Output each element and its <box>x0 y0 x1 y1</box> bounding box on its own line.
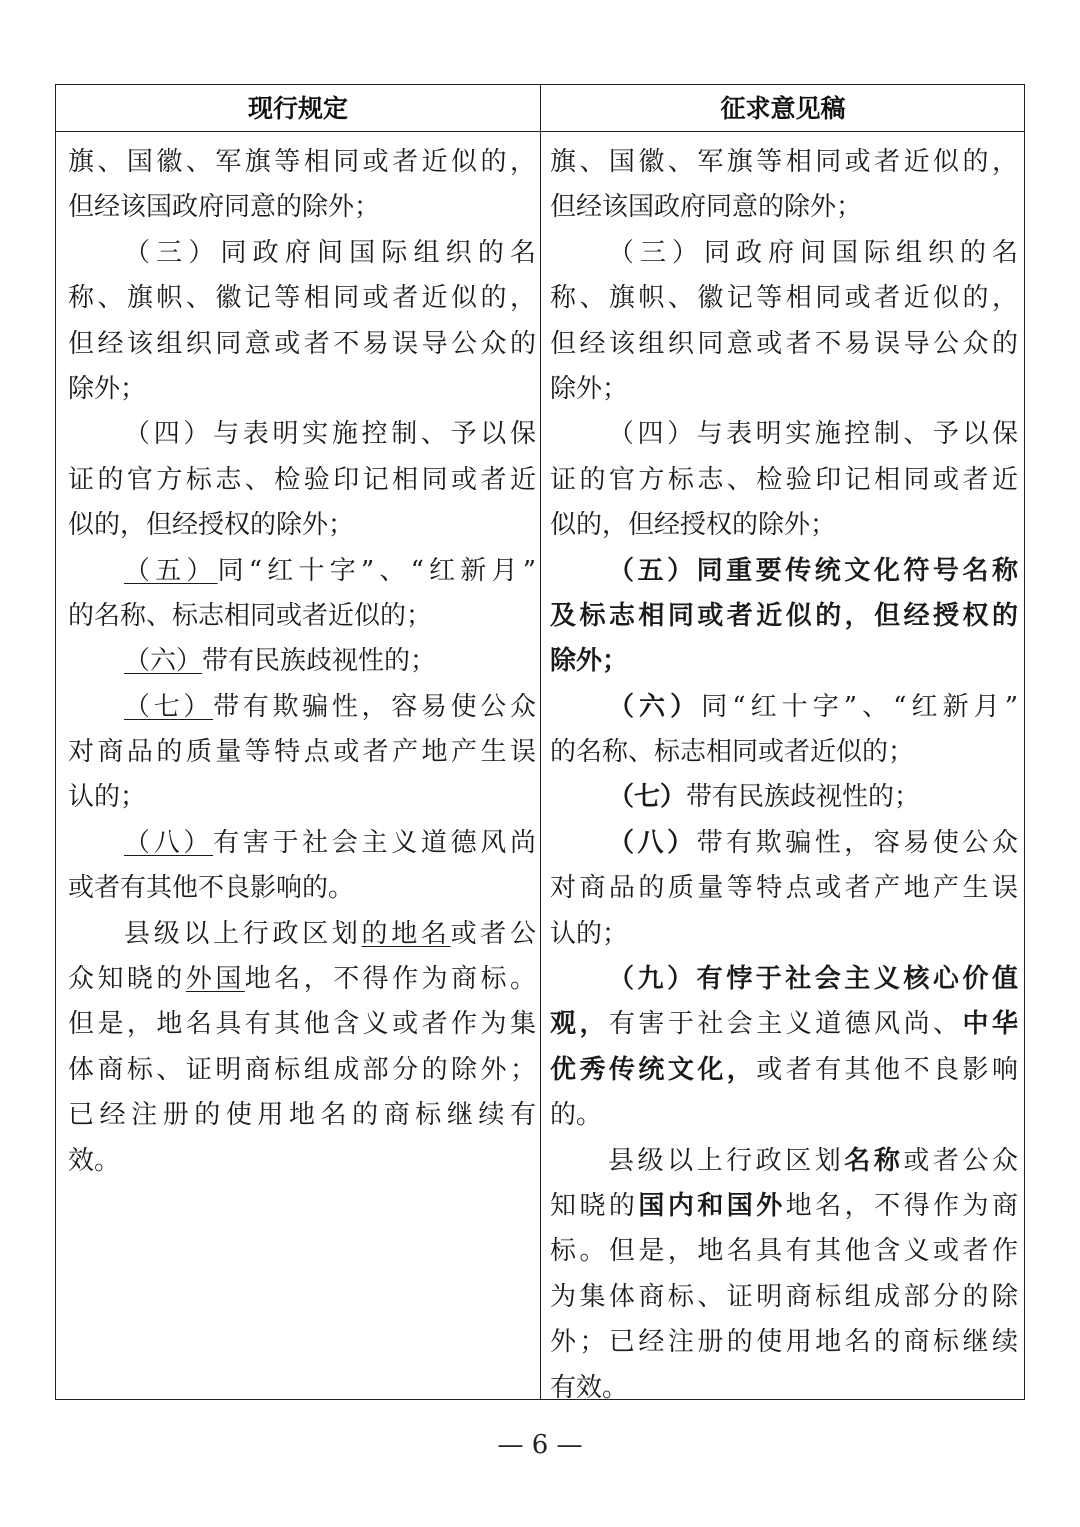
bold-text-line: 及标志相同或者近似的，但经授权的 <box>550 600 1018 631</box>
item-number-eight: （八） <box>608 827 697 858</box>
text-line: 但经该组织同意或者不易误导公众的 <box>68 328 536 359</box>
text-line <box>550 821 1018 866</box>
text-line: 对商品的质量等特点或者产地产生误 <box>68 737 536 768</box>
text-line: （四）与表明实施控制、予以保 <box>608 419 1018 450</box>
text-line: 但经该国政府同意的除外； <box>68 192 381 223</box>
text-span: 有害于社会主义道德风尚、 <box>608 1009 963 1040</box>
text-span: 有害于社会主义道德风尚 <box>213 827 536 858</box>
text-line: 旗、国徽、军旗等相同或者近似的， <box>550 147 1018 177</box>
comparison-table <box>55 84 1025 1403</box>
text-line <box>68 912 536 957</box>
text-span: 带有民族歧视性的； <box>686 782 921 813</box>
text-line <box>68 957 536 1002</box>
underlined-text: 的地名 <box>361 918 451 949</box>
text-line: 已经注册的使用地名的商标继续有 <box>68 1100 536 1131</box>
text-line <box>68 639 536 684</box>
item-number-seven: （七） <box>608 782 687 813</box>
bold-text: 优秀传统文化， <box>550 1054 757 1085</box>
bold-text: 中华 <box>962 1009 1018 1040</box>
text-line: 证的官方标志、检验印记相同或者近 <box>550 464 1018 495</box>
text-span: 县级以上行政区划 <box>608 1145 845 1176</box>
text-span: 带有欺骗性，容易使公众 <box>213 691 536 722</box>
bold-text: 国内和国外 <box>638 1190 786 1221</box>
text-span: 众知晓的 <box>68 964 186 995</box>
text-line: 似的，但经授权的除外； <box>550 510 837 541</box>
text-span: 带有民族歧视性的； <box>202 646 437 677</box>
text-line: 效。 <box>68 1145 121 1176</box>
text-line: （四）与表明实施控制、予以保 <box>124 419 536 450</box>
text-line: 但经该国政府同意的除外； <box>550 192 863 223</box>
text-span: 地名，不得作为商标。 <box>244 964 536 995</box>
text-line: 的。 <box>550 1100 603 1131</box>
text-line: 的名称、标志相同或者近似的； <box>550 737 915 768</box>
text-line: 或者有其他不良影响的。 <box>68 873 355 904</box>
text-line: 认的； <box>550 918 629 949</box>
text-line <box>550 685 1018 730</box>
text-line <box>550 1139 1018 1184</box>
text-line <box>68 685 536 730</box>
text-span: 带有欺骗性，容易使公众 <box>696 827 1018 858</box>
bold-text: 观， <box>550 1009 609 1040</box>
text-span: 地名，不得作为商 <box>785 1190 1018 1221</box>
item-number-five: （五） <box>124 555 218 586</box>
text-line: 除外； <box>550 373 629 404</box>
draft-column <box>550 140 1018 1411</box>
text-line: 体商标、证明商标组成部分的除外； <box>68 1054 536 1085</box>
page-number: — 6 — <box>497 1430 583 1460</box>
text-line: 外；已经注册的使用地名的商标继续 <box>550 1327 1018 1358</box>
text-line <box>68 549 536 594</box>
text-line: 称、旗帜、徽记等相同或者近似的， <box>68 283 536 314</box>
text-line: 的名称、标志相同或者近似的； <box>68 600 433 631</box>
text-span: 知晓的 <box>550 1190 639 1221</box>
current-rules-column <box>68 140 536 1184</box>
bold-text-line: （五）同重要传统文化符号名称 <box>608 555 1018 586</box>
bold-text: 名称 <box>844 1145 904 1176</box>
item-number-eight: （八） <box>124 827 214 858</box>
text-span: 同“红十字”、“红新月” <box>701 691 1018 722</box>
text-line: 为集体商标、证明商标组成部分的除 <box>550 1281 1018 1312</box>
text-line <box>68 821 536 866</box>
text-line: 认的； <box>68 782 147 813</box>
text-line: 有效。 <box>550 1372 629 1403</box>
item-number-seven: （七） <box>124 691 214 722</box>
text-line: （三）同政府间国际组织的名 <box>124 237 536 268</box>
text-line <box>550 1048 1018 1093</box>
text-line: 但经该组织同意或者不易误导公众的 <box>550 328 1018 359</box>
text-line: 但是，地名具有其他含义或者作为集 <box>68 1009 536 1040</box>
text-line: 旗、国徽、军旗等相同或者近似的， <box>68 147 536 177</box>
bold-text-line: （九）有悖于社会主义核心价值 <box>608 964 1018 995</box>
underlined-text: 外国 <box>185 964 245 995</box>
text-line: 称、旗帜、徽记等相同或者近似的， <box>550 283 1018 314</box>
text-span: 或者公众 <box>903 1145 1018 1176</box>
text-line: 似的，但经授权的除外； <box>68 510 355 541</box>
text-line: 标。但是，地名具有其他含义或者作 <box>550 1236 1018 1267</box>
header-current-rules: 现行规定 <box>247 94 348 123</box>
text-line: 对商品的质量等特点或者产地产生误 <box>550 873 1018 904</box>
text-line <box>550 1002 1018 1047</box>
text-line: 证的官方标志、检验印记相同或者近 <box>68 464 536 495</box>
text-line: （三）同政府间国际组织的名 <box>608 237 1018 268</box>
text-line: 除外； <box>68 373 147 404</box>
text-line <box>550 775 1018 820</box>
text-span: 同“红十字”、“红新月” <box>217 555 536 586</box>
column-divider <box>540 85 541 1399</box>
text-span: 县级以上行政区划 <box>124 918 362 949</box>
item-number-six: （六） <box>124 646 203 677</box>
text-span: 或者有其他不良影响 <box>756 1054 1018 1085</box>
header-draft: 征求意见稿 <box>720 94 846 123</box>
bold-text-line: 除外； <box>550 646 629 677</box>
item-number-six: （六） <box>608 691 702 722</box>
text-line <box>550 1184 1018 1229</box>
text-span: 或者公 <box>450 918 536 949</box>
